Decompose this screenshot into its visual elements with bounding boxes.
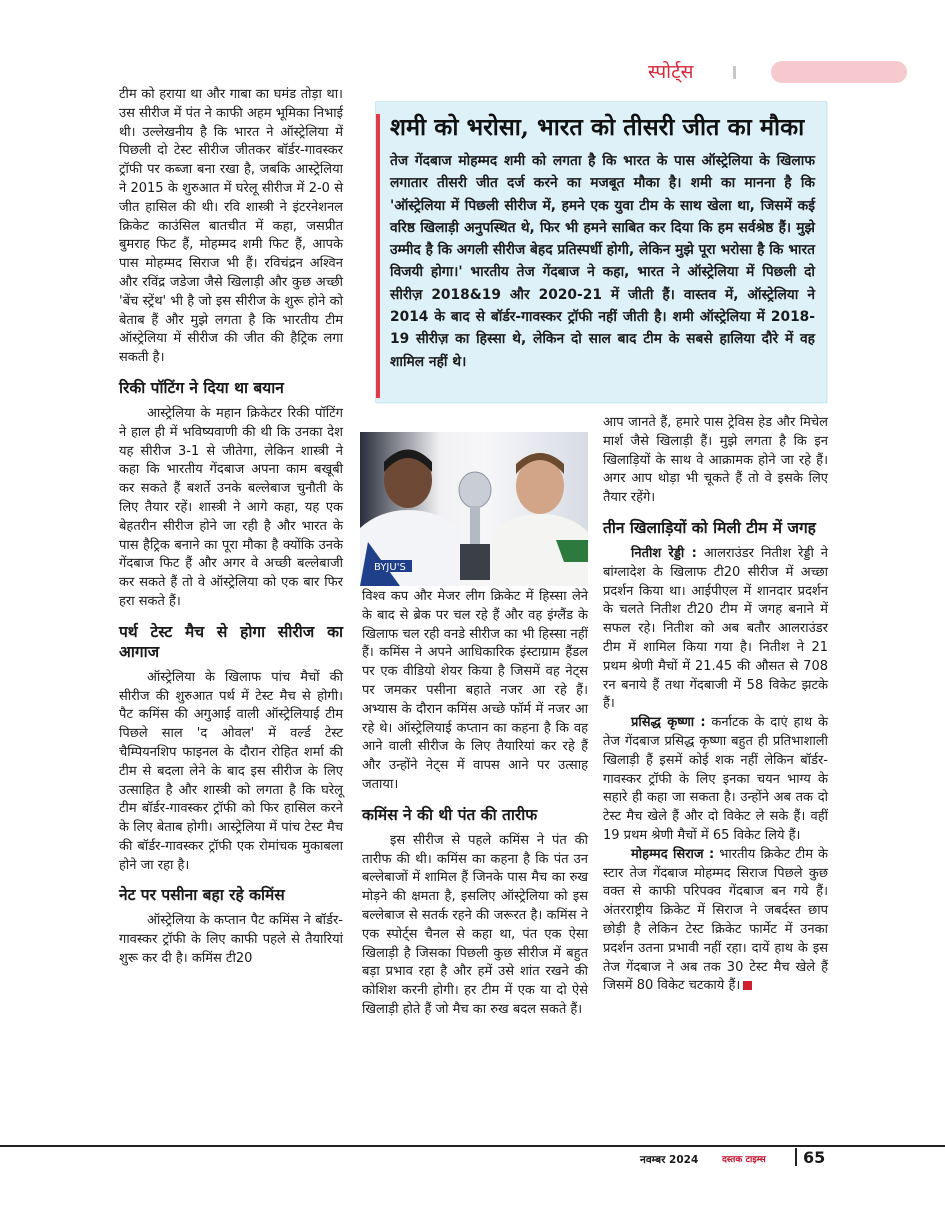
- subheading: नेट पर पसीना बहा रहे कमिंस: [119, 886, 285, 905]
- article-column-2: [362, 588, 588, 1020]
- player-paragraph: [603, 545, 828, 714]
- article-column-3: [603, 414, 828, 996]
- player-text: आलराउंडर नितीश रेड्डी ने बांग्लादेश के खिलाफ टी20 सीरीज में अच्छा प्रदर्शन किया था। आईपीएल में शानदार प्रदर्शन के चलते नितीश टी20 टीम में जगह बनाने में सफल रहे। नितीश को अब बतौर आलराउंडर टीम में शामिल किया गया है। नितीश ने 21 प्रथम श्रेणी मैचों में 21.45 की औसत से 708 रन बनाये हैं तथा गेंदबाजी में 58 विकेट झटके हैं।: [603, 545, 828, 712]
- paragraph: आप जानते हैं, हमारे पास ट्रेविस हेड और मिचेल मार्श जैसे खिलाड़ी हैं। मुझे लगता है कि इन खिलाड़ियों के साथ वे आक्रामक होने जा रहे हैं। अगर आप थोड़ा भी चूकते हैं तो वे इसके लिए तैयार रहेंगे।: [603, 415, 828, 506]
- footer-brand: दस्तक टाइम्स: [722, 1155, 766, 1165]
- paragraph: ऑस्ट्रेलिया के कप्तान पैट कमिंस ने बॉर्डर-गावस्कर ट्रॉफी के लिए काफी पहले से तैयारियां शुरू कर दी है। कमिंस टी20: [119, 913, 343, 967]
- subheading: रिकी पॉटिंग ने दिया था बयान: [119, 378, 284, 397]
- paragraph: टीम को हराया था और गाबा का घमंड तोड़ा था। उस सीरीज में पंत ने काफी अहम भूमिका निभाई थी। उल्लेखनीय है कि भारत ने ऑस्ट्रेलिया में पिछली दो टेस्ट सीरीज जीतकर बॉर्डर-गावस्कर ट्रॉफी पर कब्जा बना रखा है, जबकि आस्ट्रेलिया ने 2015 के शुरुआत में घरेलू सीरीज में 2-0 से जीत हासिल की थी। रवि शास्त्री ने इंटरनेशनल क्रिकेट काउंसिल बातचीत में कहा, जसप्रीत बुमराह फिट हैं, मोहम्मद शमी फिट हैं, आपके पास मोहम्मद सिराज भी हैं। रविचंद्रन अश्विन और रविंद्र जडेजा जैसे खिलाड़ी और कुछ अच्छी 'बेंच स्ट्रेंथ' भी है जो इस सीरीज के शुरू होने को बेताब हैं और मुझे लगता है कि भारतीय टीम ऑस्ट्रेलिया में सीरीज की जीत की हैट्रिक लगा सकती है।: [119, 87, 343, 366]
- player-name: मोहम्मद सिराज :: [631, 846, 715, 862]
- section-tag: स्पोर्ट्स: [648, 61, 694, 83]
- end-mark: [743, 981, 752, 990]
- header-divider: [733, 66, 736, 79]
- page-number: 65: [803, 1148, 826, 1167]
- article-column-1: [119, 86, 343, 969]
- player-text: कर्नाटक के दाएं हाथ के तेज गेंदबाज प्रसिद्ध कृष्णा बहुत ही प्रतिभाशाली खिलाड़ी हैं इसमें कोई शक नहीं लेकिन बॉर्डर-गावस्कर ट्रॉफी के लिए इनका चयन भाग्य के सहारे ही कहा जा सकता है। उन्होंने अब तक दो टेस्ट मैच खेले हैं और दो विकेट ले सके हैं। वहीं 19 प्रथम श्रेणी मैचों में 65 विकेट लिये हैं।: [603, 715, 828, 843]
- subheading: पर्थ टेस्ट मैच से होगा सीरीज का आगाज: [119, 622, 343, 661]
- paragraph: विश्व कप और मेजर लीग क्रिकेट में हिस्सा लेने के बाद से ब्रेक पर चल रहे हैं और वह इंग्लैंड के खिलाफ चल रही वनडे सीरीज का भी हिस्सा नहीं हैं। कमिंस ने अपने आधिकारिक इंस्टाग्राम हैंडल पर एक वीडियो शेयर किया है जिसमें वह नेट्स पर जमकर पसीना बहाते नजर आ रहे हैं। अभ्यास के दौरान कमिंस अच्छे फॉर्म में नजर आ रहे थे। ऑस्ट्रेलियाई कप्तान का कहना है कि वह आने वाली सीरीज के लिए तैयारियां कर रहे हैं और उन्होंने नेट्स में वापस आने पर उत्साह जताया।: [362, 589, 588, 792]
- footer-date: नवम्बर 2024: [640, 1154, 699, 1166]
- paragraph: ऑस्ट्रेलिया के खिलाफ पांच मैचों की सीरीज की शुरुआत पर्थ में टेस्ट मैच से होगी। पैट कमिंस की अगुआई वाली ऑस्ट्रेलियाई टीम पिछले साल 'द ओवल' में वर्ल्ड टेस्ट चैम्पियनशिप फाइनल के दौरान रोहित शर्मा की टीम से बदला लेने के बाद इस सीरीज के लिए उत्साहित है और शास्त्री को लगता है कि घरेलू टीम बॉर्डर-गावस्कर ट्रॉफी को फिर हासिल करने के लिए बेताब होगी। आस्ट्रेलिया में पांच टेस्ट मैच की बॉर्डर-गावस्कर ट्रॉफी एक रोमांचक मुकाबला होने जा रहा है।: [119, 669, 343, 873]
- player-text: भारतीय क्रिकेट टीम के स्टार तेज गेंदबाज मोहम्मद सिराज पिछले कुछ वक्त से काफी परिपक्व गेंदबाज बन गये हैं। अंतरराष्ट्रीय क्रिकेट में सिराज ने जबर्दस्त छाप छोड़ी है लेकिन टेस्ट क्रिकेट फार्मेट में उनका प्रदर्शन उतना प्रभावी नहीं रहा। दायें हाथ के इस तेज गेंदबाज ने अब तक 30 टेस्ट मैच खेले हैं जिसमें 80 विकेट चटकाये हैं।: [603, 846, 829, 994]
- player-name: नितीश रेड्डी :: [631, 545, 697, 561]
- subheading: कमिंस ने की थी पंत की तारीफ: [362, 805, 538, 824]
- subheading: तीन खिलाड़ियों को मिली टीम में जगह: [603, 518, 816, 537]
- jersey-text: BYJU'S: [374, 562, 406, 573]
- paragraph: इस सीरीज से पहले कमिंस ने पंत की तारीफ की थी। कमिंस का कहना है कि पंत उन बल्लेबाजों में शामिल हैं जिनके पास मैच का रुख मोड़ने की क्षमता है, इसलिए ऑस्ट्रेलिया को इस बल्लेबाज से सतर्क रहने की जरूरत है। कमिंस ने एक स्पोर्ट्स चैनल से कहा था, पंत एक ऐसा खिलाड़ी है जिसका पिछली कुछ सीरीज में बहुत बड़ा प्रभाव रहा है और हमें उसे शांत रखने की कोशिश करनी होगी। हर टीम में एक या दो ऐसे खिलाड़ी होते हैं जो मैच का रुख बदल सकते हैं।: [362, 832, 588, 1017]
- player-name: प्रसिद्ध कृष्णा :: [631, 715, 706, 731]
- header-decor-pill: [771, 61, 907, 83]
- players-illustration: [360, 432, 588, 586]
- highlight-box-body: तेज गेंदबाज मोहम्मद शमी को लगता है कि भारत के पास ऑस्ट्रेलिया के खिलाफ लगातार तीसरी जीत दर्ज करने का मजबूत मौका है। शमी का मानना है कि 'ऑस्ट्रेलिया में पिछली सीरीज में, हमने एक युवा टीम के साथ खेला था, जिसमें कई वरिष्ठ खिलाड़ी अनुपस्थित थे, फिर भी हमने साबित कर दिया कि हम सर्वश्रेष्ठ हैं। मुझे उम्मीद है कि अगली सीरीज बेहद प्रतिस्पर्धी होगी, लेकिन मुझे पूरा भरोसा है कि भारत विजयी होगा।' भारतीय तेज गेंदबाज ने कहा, भारत ने ऑस्ट्रेलिया में पिछली दो सीरीज़ 2018&19 और 2020-21 में जीती हैं। वास्तव में, ऑस्ट्रेलिया ने 2014 के बाद से बॉर्डर-गावस्कर ट्रॉफी नहीं जीती है। शमी ऑस्ट्रेलिया में 2018-19 सीरीज़ का हिस्सा थे, लेकिन दो साल बाद टीम के सबसे हालिया दौरे में वह शामिल नहीं थे।: [390, 153, 815, 370]
- player-paragraph: [603, 846, 828, 996]
- cricket-photo: [360, 432, 588, 586]
- highlight-box-accent: [376, 114, 380, 398]
- paragraph: आस्ट्रेलिया के महान क्रिकेटर रिकी पॉटिंग ने हाल ही में भविष्यवाणी की थी कि उनका देश यह सीरीज 3-1 से जीतेगा, लेकिन शास्त्री ने कहा कि भारतीय गेंदबाज अपना काम बखूबी कर सकते हैं बशर्ते उनके बल्लेबाज चुनौती के लिए तैयार रहें। शास्त्री ने आगे कहा, यह एक बेहतरीन सीरीज होने जा रही है और भारत के पास हैट्रिक बनाने का पूरा मौका है क्योंकि उनके गेंदबाज फिट हैं और अगर वे अच्छी बल्लेबाजी कर सकते हैं तो वे ऑस्ट्रेलिया को एक बार फिर हरा सकते हैं।: [119, 405, 343, 609]
- footer-rule: [0, 1145, 945, 1147]
- highlight-box-title: शमी को भरोसा, भारत को तीसरी जीत का मौका: [390, 113, 805, 141]
- footer-separator: [795, 1148, 797, 1166]
- player-paragraph: [603, 714, 828, 846]
